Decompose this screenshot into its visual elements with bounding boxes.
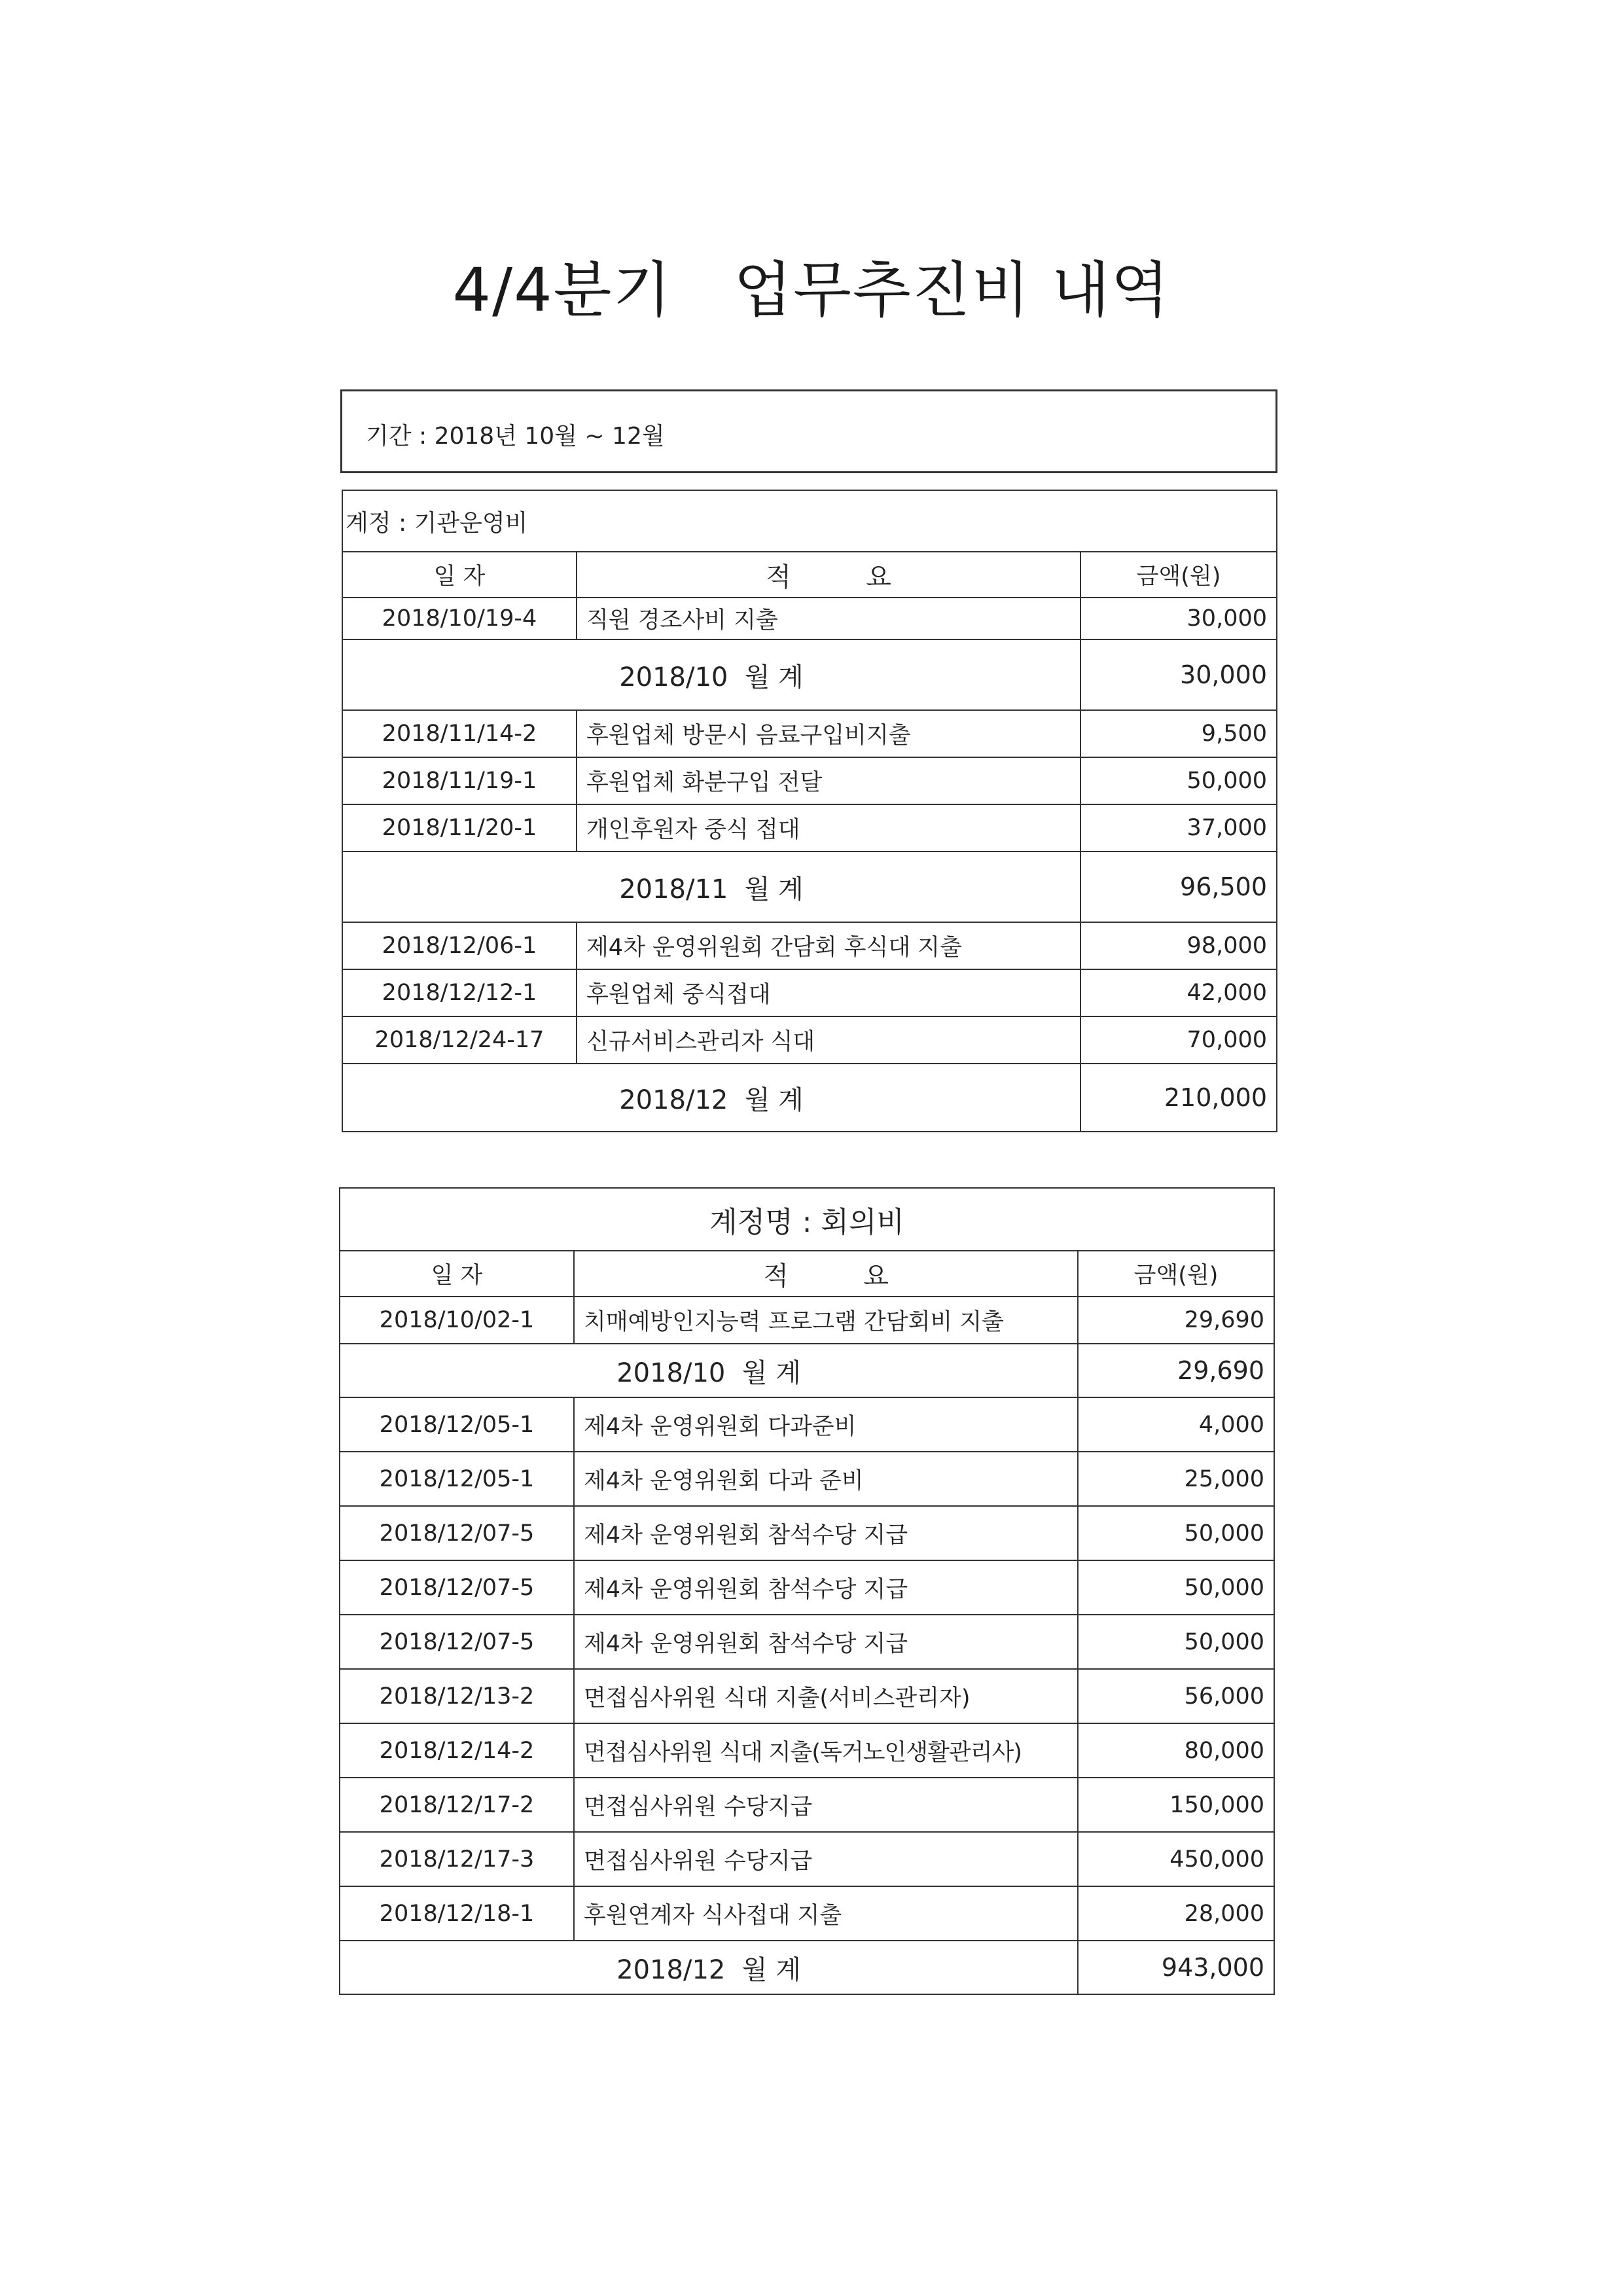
row-desc: 후원업체 화분구입 전달 [577,757,1080,804]
row-date: 2018/12/07-5 [340,1615,574,1669]
subtotal-amount: 210,000 [1080,1064,1277,1132]
row-date: 2018/12/05-1 [340,1397,574,1452]
row-desc: 후원업체 중식접대 [577,969,1080,1016]
table-row [342,598,1277,639]
subtotal-amount: 943,000 [1078,1941,1274,1994]
header-amount: 금액(원) [1078,1251,1274,1297]
table-row [340,1669,1274,1723]
subtotal-amount: 30,000 [1080,639,1277,710]
account-name: 계정명 : 회의비 [340,1188,1274,1251]
table-row [340,1560,1274,1615]
row-amount: 80,000 [1078,1723,1274,1778]
account-row [342,490,1277,552]
subtotal-row [342,1064,1277,1132]
period-box [340,389,1277,473]
subtotal-label: 2018/12 월 계 [342,1064,1080,1132]
subtotal-amount: 29,690 [1078,1344,1274,1397]
row-amount: 28,000 [1078,1886,1274,1941]
table-row [342,1016,1277,1064]
row-date: 2018/11/19-1 [342,757,577,804]
row-amount: 9,500 [1080,710,1277,757]
row-amount: 29,690 [1078,1297,1274,1344]
page-title: 4/4분기 업무추진비 내역 [452,255,1171,325]
row-desc: 개인후원자 중식 접대 [577,804,1080,852]
period-text: 기간 : 2018년 10월 ~ 12월 [366,423,665,450]
subtotal-row [340,1344,1274,1397]
table-row [340,1615,1274,1669]
table-row [342,710,1277,757]
row-amount: 50,000 [1080,757,1277,804]
row-amount: 50,000 [1078,1615,1274,1669]
subtotal-label: 2018/12 월 계 [340,1941,1078,1994]
row-date: 2018/12/07-5 [340,1506,574,1560]
row-amount: 50,000 [1078,1560,1274,1615]
row-date: 2018/12/17-2 [340,1778,574,1832]
row-date: 2018/12/13-2 [340,1669,574,1723]
row-amount: 56,000 [1078,1669,1274,1723]
header-amount: 금액(원) [1080,552,1277,598]
table-row [342,804,1277,852]
subtotal-row [342,639,1277,710]
row-date: 2018/10/19-4 [342,598,577,639]
row-desc: 후원업체 방문시 음료구입비지출 [577,710,1080,757]
row-date: 2018/12/14-2 [340,1723,574,1778]
row-desc: 후원연계자 식사접대 지출 [574,1886,1078,1941]
row-desc: 면접심사위원 수당지급 [574,1778,1078,1832]
subtotal-label: 2018/11 월 계 [342,852,1080,922]
header-desc: 적 요 [574,1251,1078,1297]
row-date: 2018/12/05-1 [340,1452,574,1506]
row-date: 2018/12/12-1 [342,969,577,1016]
table-row [340,1832,1274,1886]
row-desc: 제4차 운영위원회 다과 준비 [574,1452,1078,1506]
row-amount: 42,000 [1080,969,1277,1016]
table-row [340,1506,1274,1560]
row-desc: 제4차 운영위원회 참석수당 지급 [574,1560,1078,1615]
row-date: 2018/10/02-1 [340,1297,574,1344]
subtotal-row [342,852,1277,922]
row-date: 2018/12/24-17 [342,1016,577,1064]
row-amount: 450,000 [1078,1832,1274,1886]
row-desc: 제4차 운영위원회 다과준비 [574,1397,1078,1452]
row-date: 2018/12/17-3 [340,1832,574,1886]
row-date: 2018/12/06-1 [342,922,577,969]
header-date: 일 자 [342,552,577,598]
subtotal-row [340,1941,1274,1994]
row-desc: 신규서비스관리자 식대 [577,1016,1080,1064]
header-desc: 적 요 [577,552,1080,598]
row-date: 2018/12/07-5 [340,1560,574,1615]
table-row [340,1886,1274,1941]
row-amount: 30,000 [1080,598,1277,639]
subtotal-label: 2018/10 월 계 [340,1344,1078,1397]
row-date: 2018/11/20-1 [342,804,577,852]
header-row [340,1251,1274,1297]
row-amount: 50,000 [1078,1506,1274,1560]
row-desc: 직원 경조사비 지출 [577,598,1080,639]
subtotal-amount: 96,500 [1080,852,1277,922]
header-date: 일 자 [340,1251,574,1297]
row-desc: 제4차 운영위원회 간담회 후식대 지출 [577,922,1080,969]
row-date: 2018/11/14-2 [342,710,577,757]
table-row [340,1397,1274,1452]
table-row [340,1778,1274,1832]
row-amount: 98,000 [1080,922,1277,969]
table-row [342,922,1277,969]
row-desc: 치매예방인지능력 프로그램 간담회비 지출 [574,1297,1078,1344]
row-date: 2018/12/18-1 [340,1886,574,1941]
row-amount: 70,000 [1080,1016,1277,1064]
row-amount: 37,000 [1080,804,1277,852]
header-row [342,552,1277,598]
table-row [340,1452,1274,1506]
account-row [340,1188,1274,1251]
table-row [342,757,1277,804]
row-desc: 제4차 운영위원회 참석수당 지급 [574,1615,1078,1669]
row-amount: 150,000 [1078,1778,1274,1832]
row-desc: 면접심사위원 식대 지출(독거노인생활관리사) [574,1723,1078,1778]
row-desc: 제4차 운영위원회 참석수당 지급 [574,1506,1078,1560]
table-row [340,1297,1274,1344]
row-desc: 면접심사위원 식대 지출(서비스관리자) [574,1669,1078,1723]
row-amount: 4,000 [1078,1397,1274,1452]
row-desc: 면접심사위원 수당지급 [574,1832,1078,1886]
account-table-operations [342,490,1277,1132]
account-name: 계정 : 기관운영비 [342,490,1277,552]
table-row [340,1723,1274,1778]
row-amount: 25,000 [1078,1452,1274,1506]
table-row [342,969,1277,1016]
subtotal-label: 2018/10 월 계 [342,639,1080,710]
account-table-meetings [339,1187,1275,1995]
